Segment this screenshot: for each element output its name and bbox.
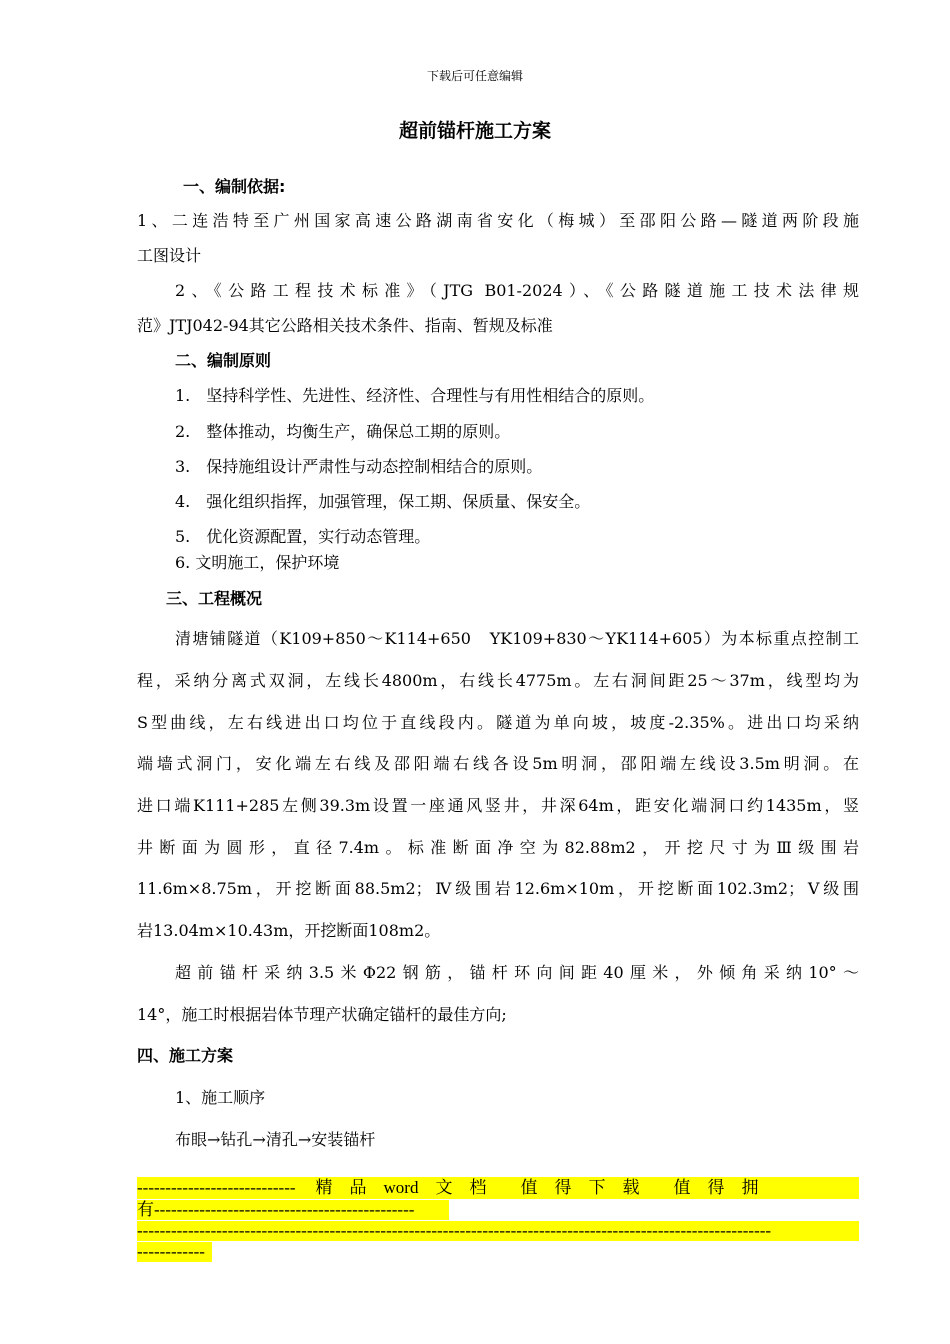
overview-line: S型曲线，左右线进出口均位于直线段内。隧道为单向坡，坡度-2.35%。进出口均采纳 [137, 713, 859, 732]
overview-line: 进口端K111+285左侧39.3m设置一座通风竖井，井深64m，距安化端洞口约1435m，竖 [137, 796, 859, 815]
principle-item-1: 1. 坚持科学性、先进性、经济性、合理性与有用性相结合的原则。 [175, 386, 655, 405]
footer-banner-line-4 [137, 1242, 859, 1262]
overview-line: 岩13.04m×10.43m，开挖断面108m2。 [137, 921, 441, 940]
footer-banner-line-1 [137, 1177, 859, 1199]
basis-item-1-line-1: 1、二连浩特至广州国家高速公路湖南省安化（梅城）至邵阳公路—隧道两阶段施 [137, 211, 859, 230]
footer-dashes-full: ---------------------------------------------------------------------------------------------------------------- [137, 1221, 859, 1241]
footer-dashes: ---------------------------- [137, 1178, 296, 1197]
overview-line: 11.6m×8.75m，开挖断面88.5m2；Ⅳ级围岩12.6m×10m，开挖断面102.3m2；Ⅴ级围 [137, 879, 859, 898]
basis-item-1-line-2: 工图设计 [137, 246, 202, 265]
footer-dashes-short: ------------ [137, 1242, 212, 1262]
principle-item-4: 4. 强化组织指挥，加强管理，保工期、保质量、保安全。 [175, 492, 591, 511]
construction-sequence: 布眼→钻孔→清孔→安装锚杆 [175, 1130, 376, 1149]
principle-item-6: 6. 文明施工，保护环境 [175, 553, 340, 572]
footer-banner-line-3 [137, 1221, 859, 1241]
section-heading-basis: 一、编制依据: [183, 177, 286, 196]
plan-subheading-sequence: 1、施工顺序 [175, 1088, 266, 1107]
anchor-spec-line-2: 14°，施工时根据岩体节理产状确定锚杆的最佳方向; [137, 1005, 507, 1024]
page-header-note: 下载后可任意编辑 [426, 69, 523, 83]
basis-item-2-line-1: 2、《公路工程技术标准》（JTG B01-2024）、《公路隧道施工技术法律规 [175, 281, 859, 300]
section-heading-overview: 三、工程概况 [166, 589, 263, 608]
section-heading-principles: 二、编制原则 [175, 351, 272, 370]
overview-line: 端墙式洞门，安化端左右线及邵阳端右线各设5m明洞，邵阳端左线设3.5m明洞。在 [137, 754, 859, 773]
principle-item-5: 5. 优化资源配置，实行动态管理。 [175, 527, 431, 546]
document-title: 超前锚杆施工方案 [398, 120, 551, 142]
footer-promo-text-end: 有---------------------------------------------- [137, 1200, 449, 1220]
overview-line: 程，采纳分离式双洞，左线长4800m，右线长4775m。左右洞间距25～37m，线型均为 [137, 671, 859, 690]
footer-banner-line-2 [137, 1200, 859, 1220]
section-heading-plan: 四、施工方案 [137, 1046, 234, 1065]
overview-line: 井断面为圆形，直径7.4m。标准断面净空为82.88m2，开挖尺寸为Ⅲ级围岩 [137, 838, 859, 857]
overview-line: 清塘铺隧道（K109+850～K114+650 YK109+830～YK114+605）为本标重点控制工 [175, 629, 859, 648]
principle-item-2: 2. 整体推动，均衡生产，确保总工期的原则。 [175, 422, 511, 441]
basis-item-2-line-2: 范》JTJ042-94其它公路相关技术条件、指南、暂规及标准 [137, 316, 553, 335]
anchor-spec-line-1: 超前锚杆采纳3.5米Φ22钢筋，锚杆环向间距40厘米，外倾角采纳10°～ [175, 963, 859, 982]
footer-promo-text: 精 品 word 文 档 值 得 下 载 值 得 拥 [315, 1178, 759, 1197]
principle-item-3: 3. 保持施组设计严肃性与动态控制相结合的原则。 [175, 457, 543, 476]
